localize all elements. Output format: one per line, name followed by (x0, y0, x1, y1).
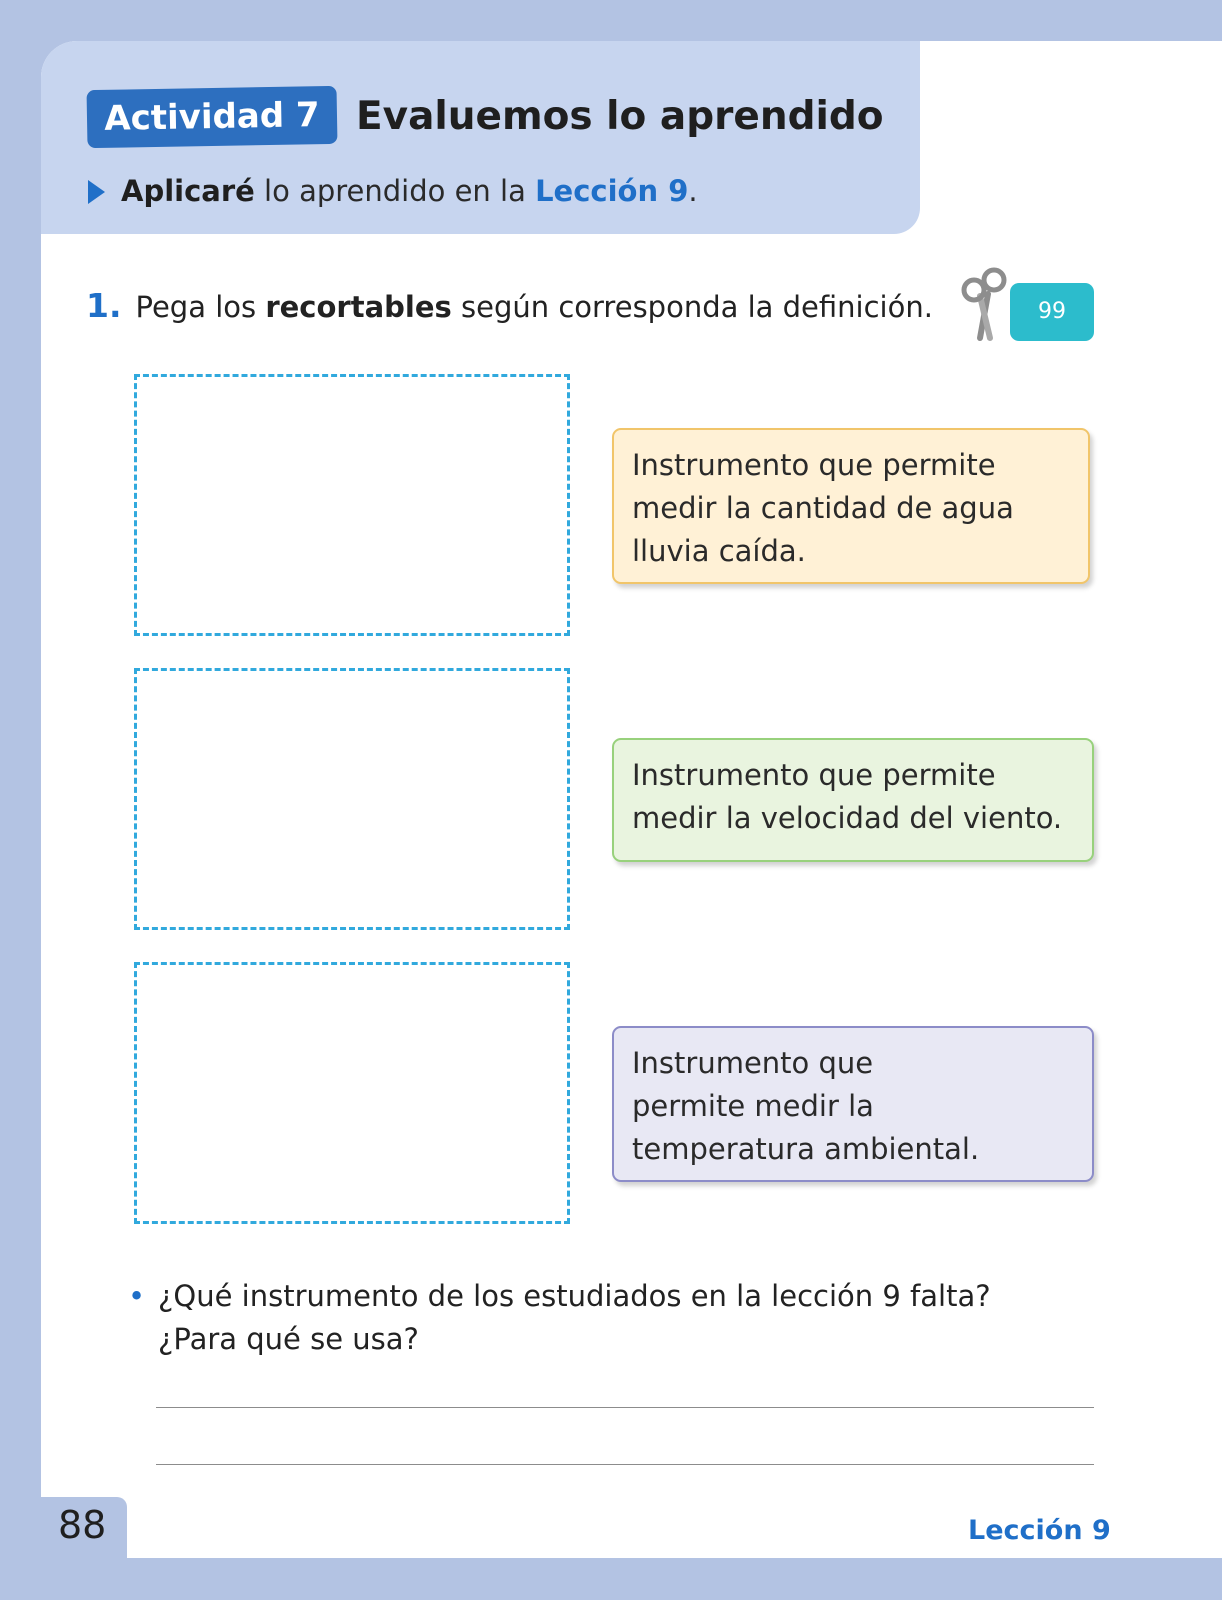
subtitle (88, 174, 698, 208)
definition-line: permite medir la (632, 1089, 874, 1123)
definition-line: Instrumento que (632, 1046, 874, 1080)
bullet-question-line-2: ¿Para qué se usa? (158, 1322, 419, 1356)
definition-line: temperatura ambiental. (632, 1132, 980, 1166)
answer-line-1[interactable] (156, 1407, 1094, 1408)
question-text-bold: recortables (265, 290, 452, 324)
page-number: 88 (58, 1503, 107, 1547)
definition-line: medir la velocidad del viento. (632, 801, 1063, 835)
activity-badge: Actividad 7 (87, 86, 338, 148)
answer-line-2[interactable] (156, 1464, 1094, 1465)
paste-area-2[interactable] (134, 668, 570, 930)
definition-card-temperature (612, 1026, 1094, 1182)
definition-line: medir la cantidad de agua (632, 491, 1014, 525)
paste-area-1[interactable] (134, 374, 570, 636)
definition-line: Instrumento que permite (632, 448, 996, 482)
subtitle-mid: lo aprendido en la (254, 174, 536, 208)
subtitle-end: . (688, 174, 698, 208)
definition-line: Instrumento que permite (632, 758, 996, 792)
bullet-dot: • (128, 1279, 146, 1313)
paste-area-3[interactable] (134, 962, 570, 1224)
question-number: 1. (86, 286, 122, 325)
subtitle-lesson: Lección 9 (535, 174, 689, 208)
question-1 (86, 286, 933, 325)
play-arrow-icon (88, 180, 105, 204)
question-text-before: Pega los (135, 290, 266, 324)
cutout-page-tag: 99 (1010, 283, 1094, 341)
scissors-icon (958, 266, 1014, 342)
page-title: Evaluemos lo aprendido (356, 94, 884, 139)
bullet-question-line-1: ¿Qué instrumento de los estudiados en la lección 9 falta? (158, 1279, 991, 1313)
bullet-question (128, 1275, 991, 1361)
question-text-after: según corresponda la definición. (451, 290, 933, 324)
footer-lesson: Lección 9 (968, 1515, 1111, 1546)
definition-card-rain (612, 428, 1090, 584)
definition-card-wind (612, 738, 1094, 862)
subtitle-bold: Aplicaré (121, 174, 255, 208)
definition-line: lluvia caída. (632, 534, 806, 568)
